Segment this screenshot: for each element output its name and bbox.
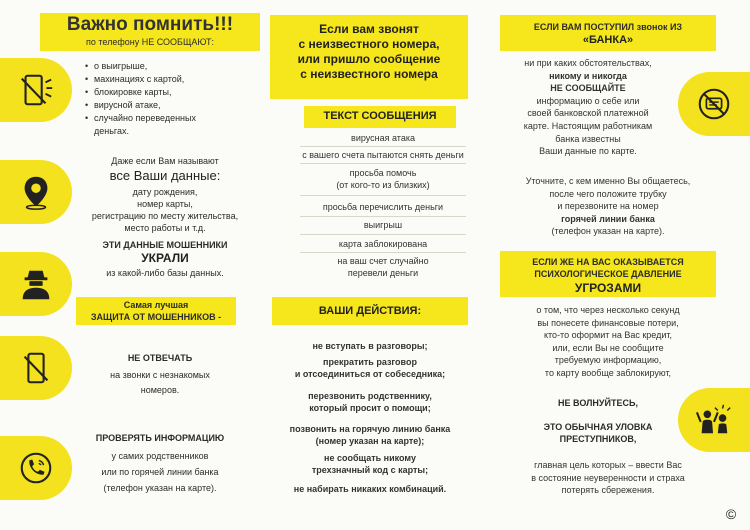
verify-text-line: горячей линии банка [561, 213, 655, 224]
bullet-item: • блокировке карты, [85, 86, 255, 99]
location-icon-tab [0, 160, 72, 224]
verify-text-line: после чего положите трубку [549, 188, 667, 199]
data-item: номер карты, [137, 199, 193, 210]
verify-text-line: Уточните, с кем именно Вы общаетесь, [525, 176, 691, 186]
phone-call-icon [17, 449, 55, 487]
data-item: место работы и т.д. [124, 223, 206, 234]
no-answer-line-2: на звонки с незнакомых [110, 370, 210, 380]
data-item: регистрацию по месту жительства, [91, 211, 239, 222]
stolen-line-2: УКРАЛИ [141, 251, 189, 265]
message-item: просьба перечислить деньги [322, 202, 444, 212]
action-item: и отсоединиться от собеседника; [294, 369, 446, 379]
message-divider [300, 146, 466, 147]
goal-text-line: потерять сбережения. [561, 485, 655, 496]
verify-text-line: (телефон указан на карте). [551, 226, 665, 237]
calm-text: НЕ ВОЛНУЙТЕСЬ, [558, 398, 638, 408]
action-item: не вступать в разговоры; [312, 341, 428, 351]
message-divider [300, 195, 466, 196]
action-item: прекратить разговор [323, 357, 417, 367]
no-info-icon-tab [678, 72, 750, 136]
phone-block-icon-tab [0, 58, 72, 122]
bank-text-line: Ваши данные по карте. [539, 146, 637, 157]
message-item: вирусная атака [351, 133, 415, 143]
phone-off-icon [17, 349, 55, 387]
threat-paragraph [510, 304, 706, 380]
copyright-mark: © [725, 506, 737, 522]
data-item: дату рождения, [132, 187, 198, 197]
no-chat-icon [695, 85, 733, 123]
pressure-line-1: ЕСЛИ ЖЕ НА ВАС ОКАЗЫВАЕТСЯ [532, 257, 684, 267]
action-item: трехзначный код с карты; [311, 465, 429, 475]
hacker-icon [17, 265, 55, 303]
bank-text-line: НЕ СООБЩАЙТЕ [550, 83, 626, 94]
bullet-item: • о выигрыше, [85, 60, 255, 73]
threat-text-line: о том, что через несколько секунд [536, 305, 680, 315]
bank-text-line: своей банковской платежной [527, 108, 649, 119]
bank-text-line: карте. Настоящим работникам [523, 120, 653, 131]
bank-text-line: банка известны [555, 133, 621, 144]
stolen-line-1: ЭТИ ДАННЫЕ МОШЕННИКИ [102, 240, 228, 250]
bank-text-line: никому и никогда [549, 70, 627, 81]
no-answer-line-3: номеров. [140, 385, 180, 395]
middle-header-line: с неизвестного номера, [298, 37, 440, 51]
action-item: не набирать никаких комбинаций. [293, 484, 447, 494]
all-data-text: все Ваши данные: [109, 168, 221, 183]
message-divider [300, 252, 466, 253]
message-title: ТЕКСТ СООБЩЕНИЯ [323, 110, 437, 122]
threat-text-line: кто-то оформит на Вас кредит, [544, 330, 672, 341]
check-line-4: (телефон указан на карте). [103, 483, 217, 493]
message-item: перевели деньги [347, 268, 419, 278]
check-title: ПРОВЕРЯТЬ ИНФОРМАЦИЮ [95, 433, 225, 443]
best-line-2: ЗАЩИТА ОТ МОШЕННИКОВ - [90, 312, 222, 322]
verify-text-line: и перезвоните на номер [557, 201, 659, 212]
bullet-item: • махинациях с картой, [85, 73, 255, 86]
bullet-item: • вирусной атаке, [85, 99, 255, 112]
best-line-1: Самая лучшая [123, 300, 189, 310]
message-item: с вашего счета пытаются снять деньги [302, 150, 464, 160]
goal-paragraph [510, 459, 706, 497]
trick-line-1: ЭТО ОБЫЧНАЯ УЛОВКА [543, 422, 653, 432]
bank-title-line-2: «БАНКА» [582, 34, 634, 46]
call-icon-tab [0, 436, 72, 500]
left-subtitle: по телефону НЕ СООБЩАЮТ: [86, 37, 214, 47]
middle-header [270, 22, 468, 82]
threat-text-line: вы понесете финансовые потери, [537, 317, 679, 328]
threat-text-line: то карту вообще заблокируют, [544, 367, 672, 378]
message-item: карта заблокирована [338, 239, 428, 249]
warning-bullets [85, 60, 255, 138]
message-item: просьба помочь [349, 168, 417, 178]
goal-text-line: в состояние неуверенности и страха [531, 472, 685, 483]
message-item: на ваш счет случайно [337, 256, 429, 266]
message-divider [300, 234, 466, 235]
action-item: позвонить на горячую линию банка [289, 424, 451, 434]
action-item: не сообщать никому [324, 453, 416, 463]
middle-header-line: или пришло сообщение [297, 52, 441, 66]
threat-text-line: требуемую информацию, [554, 355, 662, 366]
phone-off-icon-tab [0, 336, 72, 400]
bank-text-line: ни при каких обстоятельствах, [524, 58, 652, 68]
check-line-2: у самих родственников [111, 451, 209, 461]
stolen-line-3: из какой-либо базы данных. [106, 268, 224, 278]
bank-text-line: информацию о себе или [536, 95, 640, 106]
bullet-item: • случайно переведенных [85, 112, 255, 125]
goal-text-line: главная цель которых – ввести Вас [534, 460, 682, 470]
pressure-line-2: ПСИХОЛОГИЧЕСКОЕ ДАВЛЕНИЕ [534, 269, 682, 279]
thief-icon-tab [678, 388, 750, 452]
middle-header-line: с неизвестного номера [300, 67, 438, 81]
thief-icon [695, 401, 733, 439]
phone-block-icon [17, 71, 55, 109]
action-item: перезвонить родственнику, [308, 391, 432, 401]
left-title: Важно помнить!!! [66, 14, 234, 35]
bank-title-line-1: ЕСЛИ ВАМ ПОСТУПИЛ звонок ИЗ [533, 22, 683, 32]
message-divider [300, 163, 466, 164]
even-if-text: Даже если Вам называют [111, 156, 219, 166]
bank-paragraph [500, 57, 676, 158]
check-line-3: или по горячей линии банка [101, 467, 219, 477]
data-list [70, 186, 260, 235]
trick-line-2: ПРЕСТУПНИКОВ, [559, 434, 637, 444]
message-item: (от кого-то из близких) [336, 180, 430, 190]
middle-header-line: Если вам звонят [319, 22, 419, 36]
actions-title: ВАШИ ДЕЙСТВИЯ: [318, 305, 422, 317]
hacker-icon-tab [0, 252, 72, 316]
bullet-continuation: деньгах. [94, 126, 130, 137]
pressure-line-3: УГРОЗАМИ [574, 281, 642, 295]
location-pin-icon [17, 173, 55, 211]
action-item: (номер указан на карте); [315, 436, 425, 446]
message-divider [300, 216, 466, 217]
verify-paragraph [510, 175, 706, 238]
action-item: который просит о помощи; [309, 403, 431, 413]
no-answer-title: НЕ ОТВЕЧАТЬ [127, 353, 193, 363]
threat-text-line: или, если Вы не сообщите [552, 342, 664, 353]
message-item: выигрыш [363, 220, 403, 230]
